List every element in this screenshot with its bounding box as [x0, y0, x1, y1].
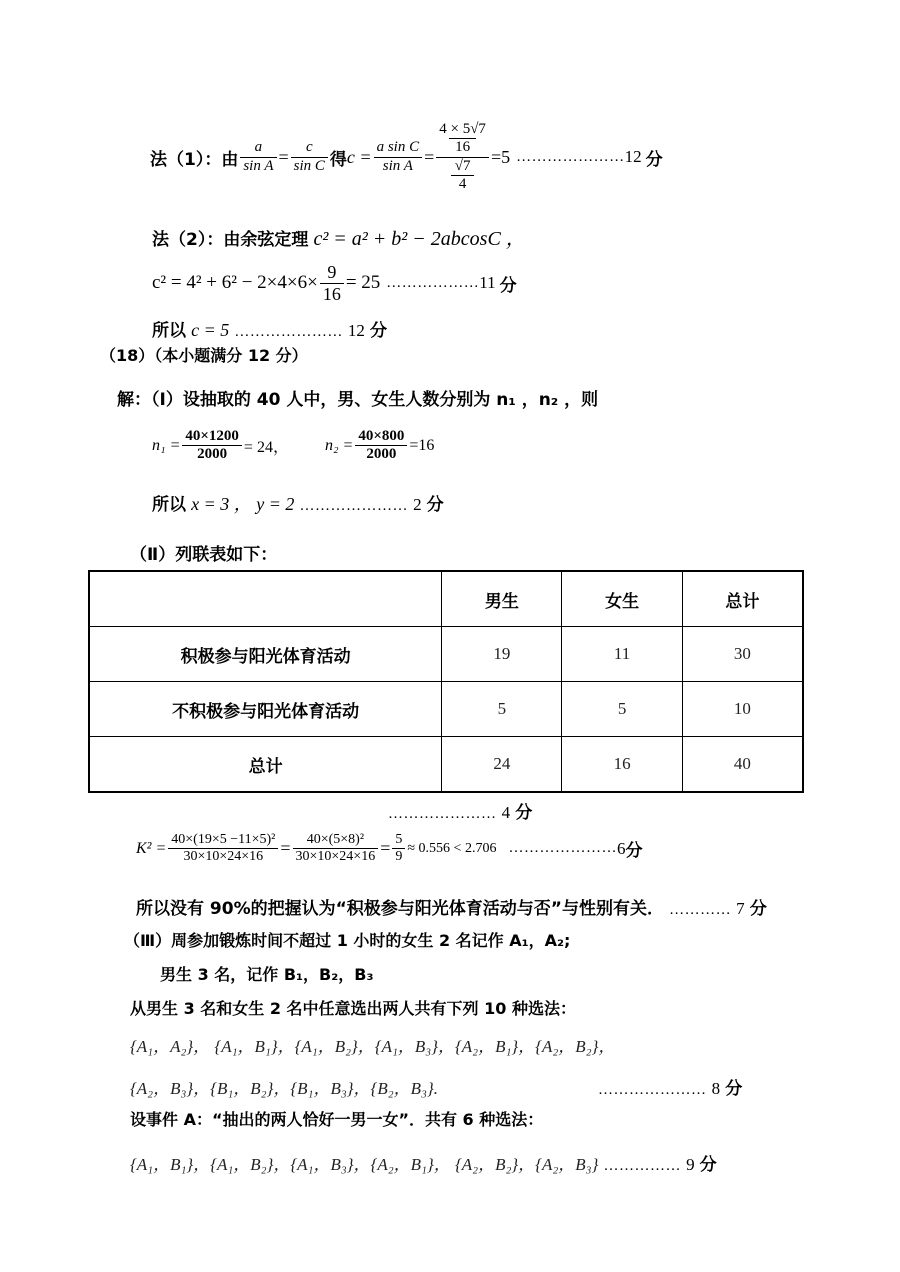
event-score: 9 [686, 1155, 695, 1174]
event-dots: …………… [603, 1158, 681, 1174]
question18-heading: （18）（本小题满分 12 分） [100, 346, 308, 365]
table-row-label: 不积极参与阳光体育活动 [89, 682, 442, 737]
n1-fraction [182, 428, 242, 464]
n2-rhs: =16 [409, 436, 435, 454]
method2-line [152, 222, 526, 251]
compound-den-top: √7 [451, 158, 474, 176]
expr-den: sin A [382, 157, 413, 174]
conclusion-line [152, 316, 387, 341]
part2-intro: （Ⅱ）列联表如下： [130, 545, 278, 565]
k2-line: K² = $\frac{\text{40×(19×5 −11×5)²}}{30\times 10\times 24\times 16}$ = $\frac{\text{40×(5×8)²}}{30\times 10\times 24\times 16}$ = $\frac{5}{9}$ ≈ 0.556 < 2.706 ………………… 6 分 [136, 832, 643, 865]
de-char: 得 [329, 149, 347, 170]
method1-result: =5 [490, 146, 511, 167]
k2-f1-den: 30×10×24×16 [183, 849, 264, 865]
k2-f2-num: 40×(5×8)² [293, 832, 379, 849]
table-fen: 分 [515, 803, 533, 823]
conclusion-prefix: 所以 [152, 321, 186, 341]
method2-calc-line [152, 262, 517, 304]
event-sets: {A₁，B₁}，{A₁，B₂}，{A₁，B₃}，{A₂，B₁}， {A₂，B₂}，{A₂，B₃} [130, 1155, 599, 1174]
expr-num: a sin C [374, 139, 423, 157]
table-header-cell [89, 571, 442, 627]
compound-fraction [436, 121, 489, 193]
ratio-lhs-num: a [240, 139, 276, 157]
part1-fen: 分 [426, 495, 444, 515]
method1-fen: 分 [645, 149, 663, 170]
table-cell: 5 [562, 682, 682, 737]
sets-fen: 分 [725, 1079, 743, 1099]
event-line: 设事件 A：“抽出的两人恰好一男一女”．共有 6 种选法： [130, 1110, 544, 1129]
k2-f1-num: 40×(19×5 −11×5)² [168, 832, 278, 849]
method1-label: 法（1）：由 [150, 149, 239, 170]
part2-conclusion-dots: ………… [669, 902, 732, 918]
table-cell: 24 [442, 737, 562, 793]
k2-f3-den: 9 [395, 849, 403, 865]
table-header-cell: 女生 [562, 571, 682, 627]
n1-den: 2000 [197, 446, 228, 463]
part3-line2: 男生 3 名，记作 B₁，B₂，B₃ [160, 965, 374, 984]
table-score: 4 [501, 803, 511, 822]
table-cell: 10 [682, 682, 803, 737]
table-header-row [89, 571, 803, 627]
part3-line3: 从男生 3 名和女生 2 名中任意选出两人共有下列 10 种选法： [130, 999, 576, 1018]
method2-label: 法（2）：由余弦定理 [152, 230, 309, 250]
sets-dots: ………………… [598, 1082, 707, 1098]
sets-line1: {A₁，A₂}， {A₁，B₁}，{A₁，B₂}，{A₁，B₃}，{A₂，B₁}，{A₂，B₂}， [130, 1037, 616, 1056]
n1-rhs: = 24， [243, 439, 289, 457]
part1-intro: 解：（Ⅰ）设抽取的 40 人中，男、女生人数分别为 n₁ ，n₂ ，则 [117, 390, 599, 410]
ratio-rhs-den: sin C [293, 157, 325, 174]
sets-score: 8 [711, 1079, 721, 1098]
calc-rhs: = 25 [345, 272, 381, 294]
part1-result-line [152, 490, 444, 516]
table-row-label: 总计 [89, 737, 442, 793]
c-equals: c = [346, 146, 372, 167]
part2-conclusion-line [136, 894, 767, 919]
method1-dots: ………………… [516, 148, 625, 165]
table-row [89, 627, 803, 682]
nine-sixteenths [320, 262, 344, 304]
cosine-law-formula: c² = a² + b² − 2abcosC ， [313, 228, 526, 250]
conclusion-dots: ………………… [234, 324, 343, 340]
k2-lhs: K² = [136, 839, 167, 857]
table-row [89, 737, 803, 793]
n-calc-line [152, 428, 434, 464]
n2-lhs: n₂ = [324, 436, 354, 454]
k2-fraction-3 [392, 832, 405, 865]
table-cell: 16 [562, 737, 682, 793]
table-cell: 5 [442, 682, 562, 737]
ratio-rhs-num: c [291, 139, 328, 157]
ratio-c-over-sinC [291, 139, 328, 175]
conclusion-fen: 分 [370, 321, 388, 341]
table-cell: 40 [682, 737, 803, 793]
table-row-label: 积极参与阳光体育活动 [89, 627, 442, 682]
compound-denominator [436, 158, 489, 194]
n2-den: 2000 [366, 446, 397, 463]
part2-conclusion: 所以没有 90%的把握认为“积极参与阳光体育活动与否”与性别有关． [136, 899, 664, 919]
compound-numerator [436, 121, 489, 158]
part2-conclusion-fen: 分 [749, 899, 767, 919]
compound-num-bottom: 16 [449, 138, 476, 156]
k2-fraction-1 [168, 832, 278, 865]
table-header-cell: 男生 [442, 571, 562, 627]
method1-score: 12 [624, 147, 642, 166]
ratio-lhs-den: sin A [243, 157, 274, 174]
table-header-cell: 总计 [682, 571, 803, 627]
method2-dots: ……………… [386, 274, 480, 291]
compound-num-top: 4 × 5√7 [439, 121, 486, 137]
part1-dots: ………………… [299, 498, 408, 514]
event-sets-line [130, 1150, 717, 1175]
event-fen: 分 [699, 1155, 717, 1175]
table-cell: 19 [442, 627, 562, 682]
frac-den: 16 [322, 283, 341, 304]
method2-fen: 分 [499, 275, 517, 296]
n1-num: 40×1200 [182, 428, 242, 446]
n1-lhs: n₁ = [152, 436, 181, 454]
method2-score: 11 [479, 273, 496, 293]
n2-num: 40×800 [355, 428, 407, 446]
method1-line: 法（1）：由 $\frac{a}{\text{sin A}}$ = $\frac{c}{\text{sin C}}$ 得 c = $\frac{\text{a sin C}}{\text{sin A}}$ = 4 × 5√7 16 √7 4 =5 ………………… 12 分 [150, 121, 663, 192]
table-score-line [388, 798, 532, 823]
part3-line1: （Ⅲ）周参加锻炼时间不超过 1 小时的女生 2 名记作 A₁，A₂; [124, 931, 571, 950]
sets-line2: {A₂，B₃}，{B₁，B₂}，{B₁，B₃}，{B₂，B₃}. [130, 1079, 438, 1098]
table-row [89, 682, 803, 737]
contingency-table [88, 570, 804, 793]
part1-score: 2 [413, 495, 422, 514]
conclusion-value: c = 5 [191, 320, 230, 340]
k2-score: 6 [616, 838, 626, 858]
part1-result: x = 3 ， y = 2 [191, 494, 295, 514]
conclusion-score: 12 [347, 321, 365, 340]
k2-f2-den: 30×10×24×16 [295, 849, 376, 865]
sets-score-line [598, 1074, 742, 1099]
ratio-a-over-sinA [240, 139, 276, 175]
table-dots: ………………… [388, 806, 497, 822]
k2-fen: 分 [625, 841, 643, 862]
compound-den-bottom: 4 [458, 175, 467, 192]
part1-result-prefix: 所以 [152, 495, 186, 515]
part2-conclusion-score: 7 [736, 899, 745, 918]
asinC-over-sinA [374, 139, 423, 175]
k2-fraction-2 [293, 832, 379, 865]
table-cell: 30 [682, 627, 803, 682]
k2-rhs: ≈ 0.556 < 2.706 [407, 840, 497, 856]
table-cell: 11 [562, 627, 682, 682]
n2-fraction [355, 428, 407, 464]
frac-num: 9 [320, 262, 344, 284]
k2-dots: ………………… [508, 840, 617, 857]
k2-f3-num: 5 [392, 832, 405, 849]
calc-lhs: c² = 4² + 6² − 2×4×6× [152, 272, 318, 294]
